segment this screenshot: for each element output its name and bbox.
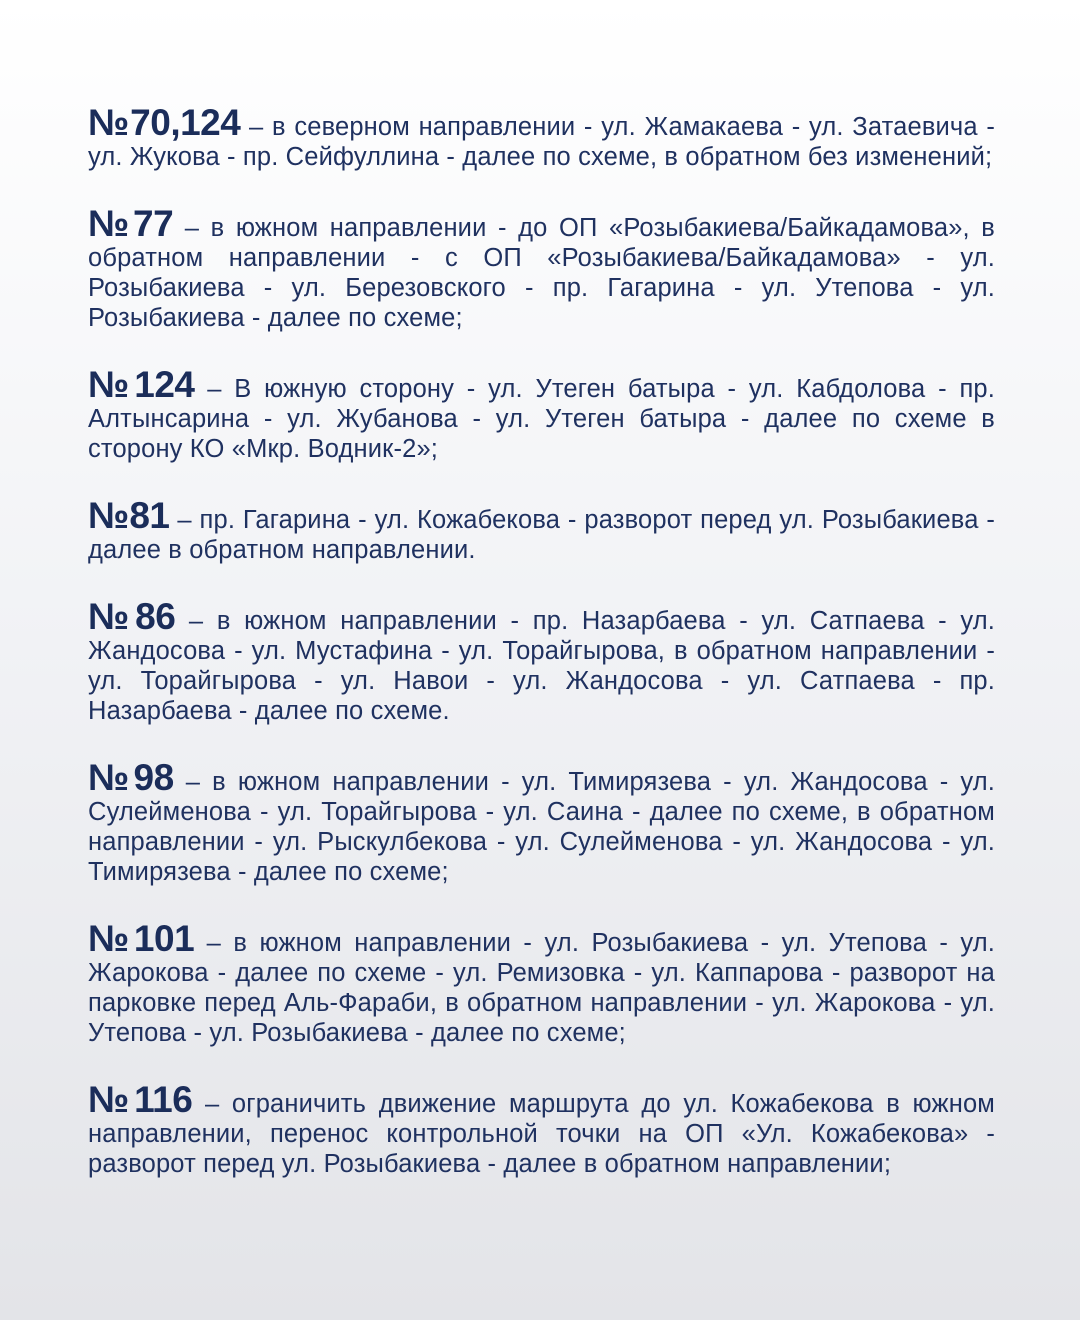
route-number: №70,124 <box>88 102 241 143</box>
route-number: №124 <box>88 364 195 405</box>
route-description: – пр. Гагарина - ул. Кожабекова - разворот перед ул. Розыбакиева - далее в обратном направлении. <box>88 506 996 564</box>
route-description: – ограничить движение маршрута до ул. Кожабекова в южном направлении, перенос контрольной точки на ОП «Ул. Кожабекова» - разворот перед ул. Розыбакиева - далее в обратном направлении; <box>88 1090 995 1178</box>
route-number: №98 <box>88 757 174 798</box>
route-entry-101 <box>88 918 996 1048</box>
route-description: – в южном направлении - пр. Назарбаева - ул. Сатпаева - ул. Жандосова - ул. Мустафина - ул. Торайгырова, в обратном направлении - ул. Торайгырова - ул. Навои - ул. Жандосова - ул. Сатпаева - пр. Назарбаева - далее по схеме. <box>88 607 996 725</box>
route-description: – в южном направлении - ул. Тимирязева - ул. Жандосова - ул. Сулейменова - ул. Торайгырова - ул. Саина - далее по схеме, в обратном направлении - ул. Рыскулбекова - ул. Сулейменова - ул. Жандосова - ул. Тимирязева - далее по схеме; <box>88 768 995 886</box>
route-number: №101 <box>88 918 195 959</box>
route-entry-77 <box>88 203 995 333</box>
route-entry-86 <box>88 596 996 726</box>
route-number: №81 <box>88 495 170 536</box>
route-number: №77 <box>88 203 174 244</box>
route-entry-81 <box>88 495 996 565</box>
route-description: – В южную сторону - ул. Утеген батыра - ул. Кабдолова - пр. Алтынсарина - ул. Жубанова - ул. Утеген батыра - далее по схеме в сторону КО «Мкр. Водник-2»; <box>88 375 995 463</box>
route-description: – в северном направлении - ул. Жамакаева - ул. Затаевича - ул. Жукова - пр. Сейфуллина - далее по схеме, в обратном без изменений; <box>88 113 995 171</box>
route-entry-116 <box>88 1079 995 1179</box>
route-entry-124 <box>88 364 995 464</box>
route-entry-70-124 <box>88 102 995 172</box>
route-number: №86 <box>88 596 176 637</box>
route-number: №116 <box>88 1079 193 1120</box>
route-entry-98 <box>88 757 995 887</box>
route-description: – в южном направлении - ул. Розыбакиева - ул. Утепова - ул. Жарокова - далее по схеме - ул. Ремизовка - ул. Каппарова - разворот на парковке перед Аль-Фараби, в обратном направлении - ул. Жарокова - ул. Утепова - ул. Розыбакиева - далее по схеме; <box>88 929 996 1047</box>
route-description: – в южном направлении - до ОП «Розыбакиева/Байкадамова», в обратном направлении - с ОП «Розыбакиева/Байкадамова» - ул. Розыбакиева - ул. Березовского - пр. Гагарина - ул. Утепова - ул. Розыбакиева - далее по схеме; <box>88 214 995 332</box>
